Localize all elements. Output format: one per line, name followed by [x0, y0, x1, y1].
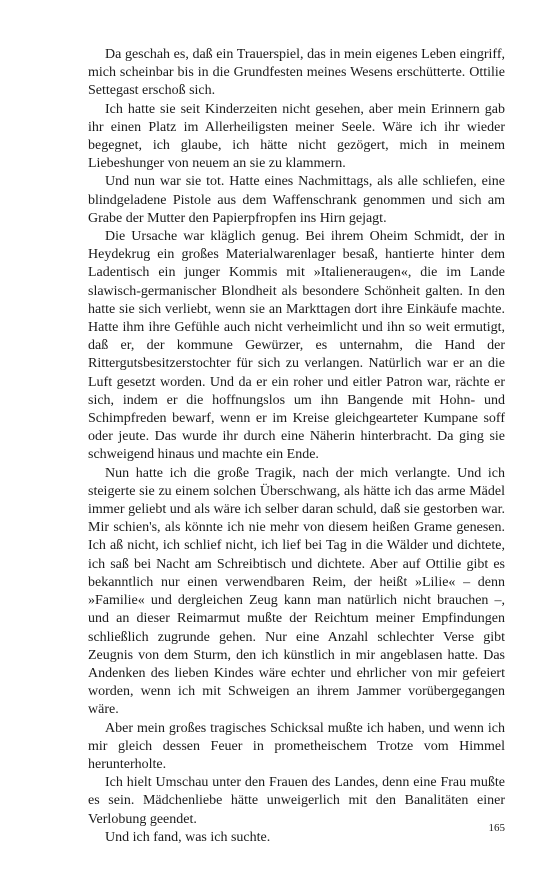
paragraph: Ich hielt Umschau unter den Frauen des Landes, denn eine Frau mußte es sein. Mädchenliebe hätte unweigerlich mit den Banalitäten einer Verlobung geendet.	[88, 775, 505, 827]
paragraph: Nun hatte ich die große Tragik, nach der mich verlangte. Und ich steigerte sie zu einem solchen Überschwang, als hätte ich das arme Mädel immer geliebt und als wäre ich selber daran schuld, daß sie gestorben war. Mir schien's, als könnte ich nie mehr von diesem heißen Grame genesen. Ich aß nicht, ich schlief nicht, ich lief bei Tag in die Wälder und dichtete, ich saß bei Nacht am Schreibtisch und dichtete. Aber auf Ottilie gibt es bekanntlich nur einen verwendbaren Reim, der heißt »Lilie« – denn »Familie« und dergleichen Zeug kann man natürlich nicht brauchen –, und an dieser Reimarmut mußte der Reichtum meiner Empfindungen schließlich zugrunde gehen. Nur eine Anzahl schlechter Verse gibt Zeugnis von dem Sturm, den ich künstlich in mir angeblasen hatte. Das Andenken des lieben Kindes wäre echter und ehrlicher von mir gefeiert worden, wenn ich mit Schweigen an ihrem Jammer vorübergegangen wäre.	[88, 465, 505, 718]
paragraph: Aber mein großes tragisches Schicksal mußte ich haben, und wenn ich mir gleich dessen Feuer in prometheischem Trotze vom Himmel herunterholte.	[88, 720, 505, 772]
paragraph: Und ich fand, was ich suchte.	[105, 829, 271, 845]
paragraph: Die Ursache war kläglich genug. Bei ihrem Oheim Schmidt, der in Heydekrug ein großes Materialwarenlager besaß, hantierte hinter dem Ladentisch ein junger Kommis mit »Italieneraugen«, die im Lande slawisch-germanischer Blondheit als besondere Schönheit galten. In den hatte sie sich verliebt, wenn sie an Markttagen dort ihre Einkäufe machte. Hatte ihm ihre Gefühle auch nicht verheimlicht und ihn so weit ermutigt, daß er, der kommune Gewürzer, es unternahm, die Hand der Rittergutsbesitzerstochter für sich zu verlangen. Natürlich war er an die Luft gesetzt worden. Und da er ein roher und eitler Patron war, rächte er sich, indem er die hoffnungslos um ihn Bangende mit Hohn- und Schimpfreden bewarf, wenn er im Kreise gleichgearteter Kumpane soff oder jeute. Das wurde ihr durch eine Näherin hinterbracht. Da ging sie schweigend hinaus und machte ein Ende.	[88, 229, 505, 463]
book-page-text	[88, 46, 505, 847]
paragraph: Da geschah es, daß ein Trauerspiel, das in mein eigenes Leben eingriff, mich scheinbar bis in die Grundfesten meines Wesens erschütterte. Ottilie Settegast erschoß sich.	[88, 47, 505, 99]
paragraph: Ich hatte sie seit Kinderzeiten nicht gesehen, aber mein Erinnern gab ihr einen Platz im Allerheiligsten meiner Seele. Wäre ich ihr wieder begegnet, ich glaube, ich hätte nicht gezögert, mich in meinem Liebeshunger von neuem an sie zu klammern.	[88, 101, 505, 172]
paragraph: Und nun war sie tot. Hatte eines Nachmittags, als alle schliefen, eine blindgeladene Pistole aus dem Waffenschrank genommen und sich am Grabe der Mutter den Papierpfropfen ins Hirn gejagt.	[88, 174, 505, 226]
page-number: 165	[488, 822, 505, 834]
